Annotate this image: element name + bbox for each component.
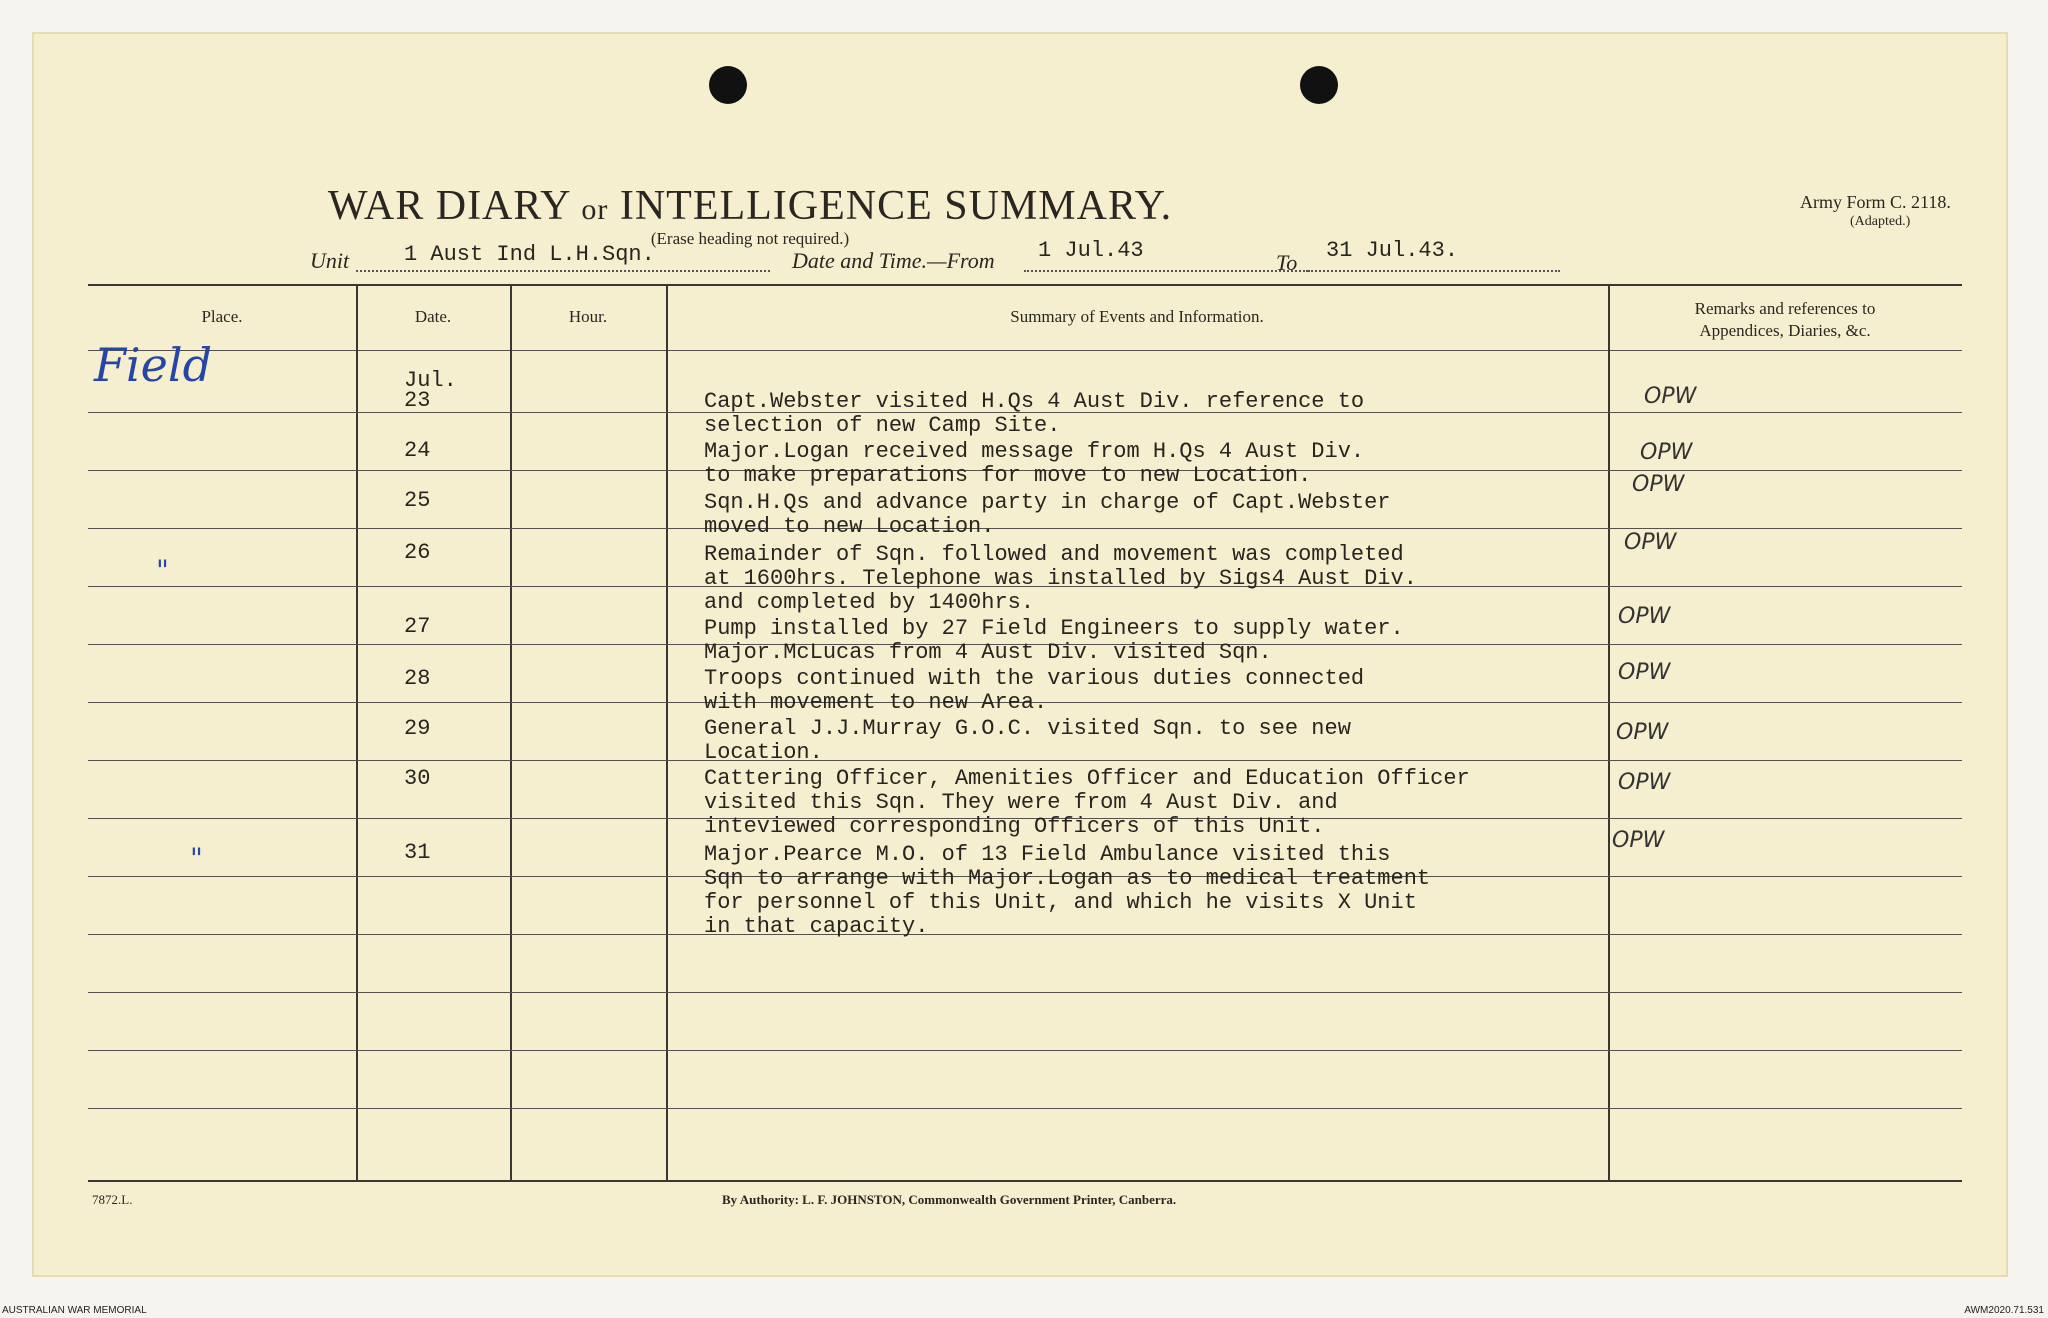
war-diary-form (32, 32, 2008, 1277)
archive-reference: AWM2020.71.531 (1964, 1305, 2044, 1316)
punch-hole-right (1300, 66, 1338, 104)
date-month: Jul. (404, 368, 457, 393)
summary-line: Sqn to arrange with Major.Logan as to medical treatment (704, 866, 1431, 891)
date-cell: 23 (404, 388, 431, 413)
date-cell: 30 (404, 766, 431, 791)
form-subtitle: (Erase heading not required.) (650, 229, 850, 248)
ditto-mark: " (156, 554, 169, 587)
form-code: 7872.L. (92, 1192, 133, 1207)
summary-line: at 1600hrs. Telephone was installed by Sigs4 Aust Div. (704, 566, 1417, 591)
col-rule-summary (1608, 284, 1610, 1180)
summary-line: Pump installed by 27 Field Engineers to supply water. (704, 616, 1404, 641)
date-cell: 24 (404, 438, 431, 463)
ruled-line (88, 1050, 1962, 1051)
date-cell: 25 (404, 488, 431, 513)
unit-value: 1 Aust Ind L.H.Sqn. (404, 242, 655, 267)
ruled-line (88, 760, 1962, 761)
remarks-initials: OPW (1618, 660, 1671, 685)
form-adapted: (Adapted.) (1850, 214, 1911, 229)
summary-line: Remainder of Sqn. followed and movement was completed (704, 542, 1404, 567)
summary-line: Major.Logan received message from H.Qs 4 Aust Div. (704, 439, 1365, 464)
summary-line: inteviewed corresponding Officers of this Unit. (704, 814, 1325, 839)
remarks-initials: OPW (1640, 440, 1693, 465)
from-value: 1 Jul.43 (1038, 238, 1144, 263)
unit-label: Unit (310, 248, 350, 273)
summary-line: Capt.Webster visited H.Qs 4 Aust Div. reference to (704, 389, 1365, 414)
remarks-initials: OPW (1632, 472, 1685, 497)
date-cell: 26 (404, 540, 431, 565)
to-dotline (1308, 270, 1560, 272)
form-number: Army Form C. 2118. (1800, 192, 1951, 212)
date-cell: 31 (404, 840, 431, 865)
date-cell: 28 (404, 666, 431, 691)
col-rule-date (510, 284, 512, 1180)
form-title: WAR DIARY or INTELLIGENCE SUMMARY. (327, 183, 1173, 229)
summary-line: selection of new Camp Site. (704, 413, 1061, 438)
remarks-initials: OPW (1618, 604, 1671, 629)
remarks-initials: OPW (1624, 530, 1677, 555)
summary-line: in that capacity. (704, 914, 929, 939)
remarks-initials: OPW (1618, 770, 1671, 795)
remarks-initials: OPW (1612, 828, 1665, 853)
place-handwritten-field: Field (94, 338, 213, 392)
col-header-hour: Hour. (568, 307, 608, 326)
summary-line: Troops continued with the various duties connected (704, 666, 1365, 691)
date-cell: 29 (404, 716, 431, 741)
summary-line: Sqn.H.Qs and advance party in charge of Capt.Webster (704, 490, 1391, 515)
summary-line: for personnel of this Unit, and which he visits X Unit (704, 890, 1417, 915)
ditto-mark: " (190, 842, 203, 875)
summary-line: Location. (704, 740, 823, 765)
table-bottom-rule (88, 1180, 1962, 1182)
remarks-initials: OPW (1644, 384, 1697, 409)
punch-hole-left (709, 66, 747, 104)
header-rule (88, 350, 1962, 351)
ruled-line (88, 992, 1962, 993)
archive-credit: AUSTRALIAN WAR MEMORIAL (2, 1305, 147, 1316)
col-rule-place (356, 284, 358, 1180)
summary-line: Cattering Officer, Amenities Officer and Education Officer (704, 766, 1470, 791)
summary-line: visited this Sqn. They were from 4 Aust Div. and (704, 790, 1338, 815)
col-rule-hour (666, 284, 668, 1180)
printer-authority: By Authority: L. F. JOHNSTON, Commonwealth Government Printer, Canberra. (722, 1192, 1177, 1207)
ruled-line (88, 934, 1962, 935)
date-cell: 27 (404, 614, 431, 639)
ruled-line (88, 528, 1962, 529)
summary-line: General J.J.Murray G.O.C. visited Sqn. to see new (704, 716, 1351, 741)
summary-line: and completed by 1400hrs. (704, 590, 1035, 615)
col-header-place: Place. (201, 307, 243, 326)
remarks-initials: OPW (1616, 720, 1669, 745)
summary-line: Major.McLucas from 4 Aust Div. visited Sqn. (704, 640, 1272, 665)
col-header-summary: Summary of Events and Information. (1010, 307, 1264, 326)
col-header-date: Date. (414, 307, 452, 326)
summary-line: to make preparations for move to new Location. (704, 463, 1312, 488)
to-value: 31 Jul.43. (1326, 238, 1459, 263)
summary-line: with movement to new Area. (704, 690, 1048, 715)
ruled-line (88, 1108, 1962, 1109)
summary-line: moved to new Location. (704, 514, 995, 539)
unit-dotline (356, 270, 770, 272)
col-header-remarks: Remarks and references to Appendices, Diaries, &c. (1694, 299, 1876, 340)
summary-line: Major.Pearce M.O. of 13 Field Ambulance visited this (704, 842, 1391, 867)
to-label: To (1276, 250, 1298, 275)
date-time-label: Date and Time.—From (792, 248, 995, 273)
from-dotline (1024, 270, 1308, 272)
table-top-rule (88, 284, 1962, 286)
